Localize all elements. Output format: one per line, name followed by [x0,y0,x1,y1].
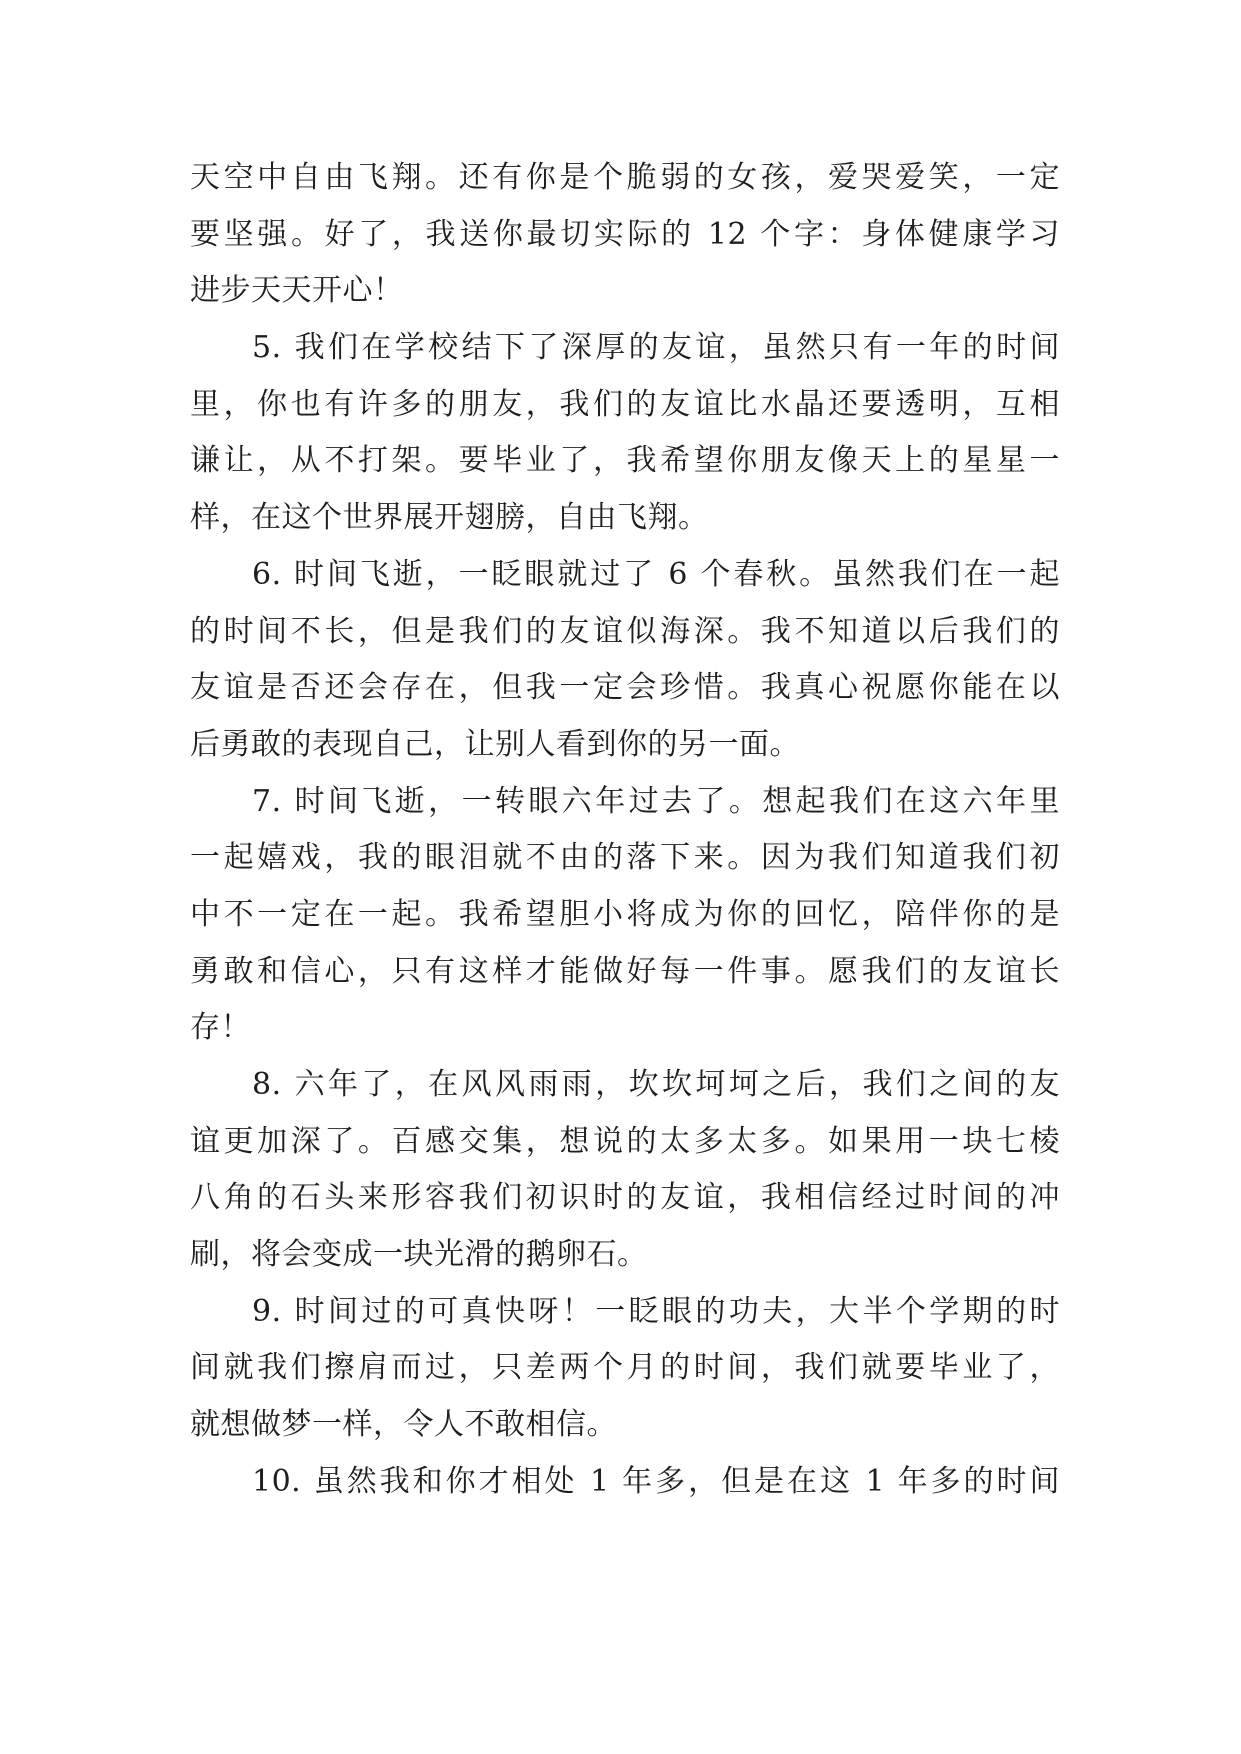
text-line: 谦让，从不打架。要毕业了，我希望你朋友像天上的星星一 [190,443,1060,479]
text-line: 的时间不长，但是我们的友谊似海深。我不知道以后我们的 [190,613,1060,649]
text-line: 5. 我们在学校结下了深厚的友谊，虽然只有一年的时间 [252,330,1060,366]
text-line: 勇敢和信心，只有这样才能做好每一件事。愿我们的友谊长 [190,953,1060,989]
text-line: 要坚强。好了，我送你最切实际的 12 个字：身体健康学习 [190,216,1060,252]
text-line: 9. 时间过的可真快呀！一眨眼的功夫，大半个学期的时 [252,1293,1060,1329]
text-line: 间就我们擦肩而过，只差两个月的时间，我们就要毕业了， [190,1350,1060,1386]
text-line: 谊更加深了。百感交集，想说的太多太多。如果用一块七棱 [190,1123,1060,1159]
text-line: 友谊是否还会存在，但我一定会珍惜。我真心祝愿你能在以 [190,670,1060,706]
text-line: 7. 时间飞逝，一转眼六年过去了。想起我们在这六年里 [252,783,1060,819]
text-line: 天空中自由飞翔。还有你是个脆弱的女孩，爱哭爱笑，一定 [190,160,1060,195]
document-body [190,150,1060,1511]
text-line: 中不一定在一起。我希望胆小将成为你的回忆，陪伴你的是 [190,896,1060,932]
text-line: 八角的石头来形容我们初识时的友谊，我相信经过时间的冲 [190,1180,1060,1216]
text-line: 刷，将会变成一块光滑的鹅卵石。 [190,1237,648,1273]
text-line: 进步天天开心！ [190,273,404,309]
text-line: 8. 六年了，在风风雨雨，坎坎坷坷之后，我们之间的友 [252,1067,1060,1102]
text-line: 6. 时间飞逝，一眨眼就过了 6 个春秋。虽然我们在一起 [252,556,1060,592]
text-line: 存！ [190,1010,251,1046]
text-line: 里，你也有许多的朋友，我们的友谊比水晶还要透明，互相 [190,386,1060,422]
text-line: 样，在这个世界展开翅膀，自由飞翔。 [190,500,709,536]
text-line: 后勇敢的表现自己，让别人看到你的另一面。 [190,726,800,762]
text-line: 10. 虽然我和你才相处 1 年多，但是在这 1 年多的时间 [252,1463,1060,1499]
text-line: 一起嬉戏，我的眼泪就不由的落下来。因为我们知道我们初 [190,840,1060,876]
text-line: 就想做梦一样，令人不敢相信。 [190,1407,617,1443]
